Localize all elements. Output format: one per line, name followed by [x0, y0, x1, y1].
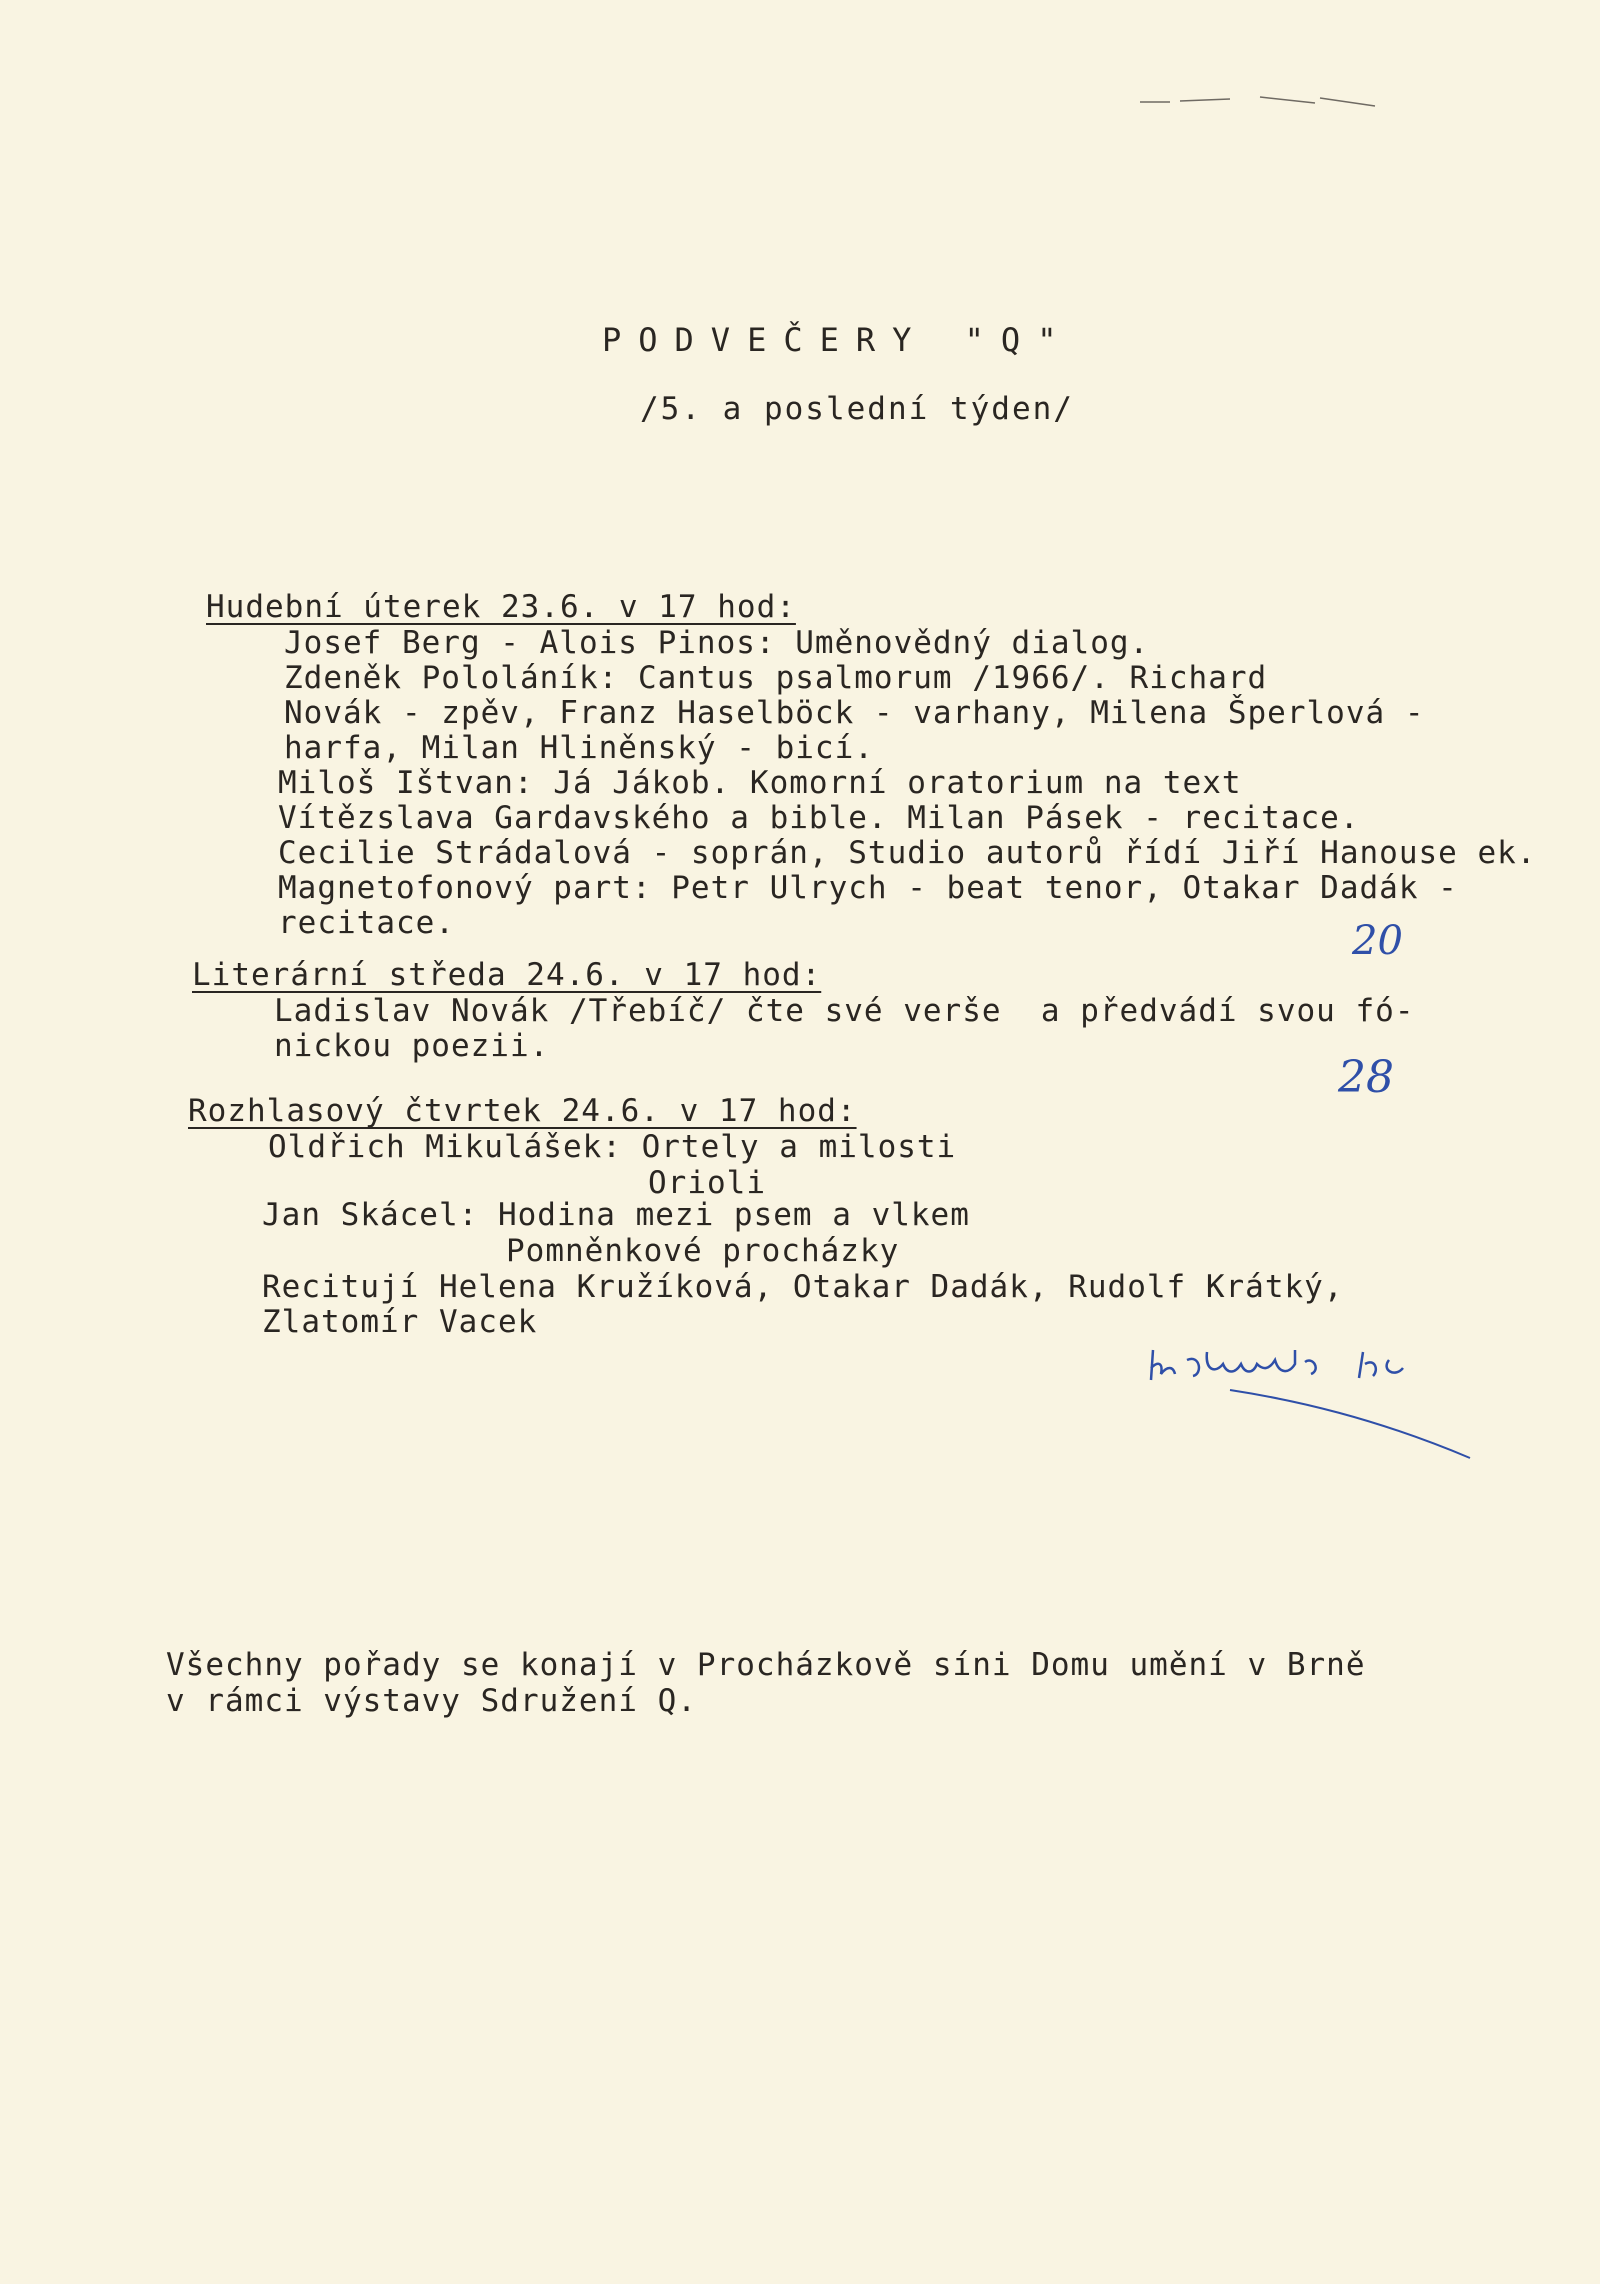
section-heading-thursday: Rozhlasový čtvrtek 24.6. v 17 hod: [188, 1093, 857, 1129]
section-heading-wednesday: Literární středa 24.6. v 17 hod: [192, 957, 822, 993]
program-line: Recitují Helena Kružíková, Otakar Dadák, Rudolf Krátký, [262, 1269, 1344, 1305]
program-line: Magnetofonový part: Petr Ulrych - beat tenor, Otakar Dadák - [278, 870, 1458, 906]
program-line: Josef Berg - Alois Pinos: Uměnovědný dialog. [284, 625, 1150, 661]
program-line: Zlatomír Vacek [262, 1304, 538, 1340]
program-line: recitace. [278, 905, 455, 941]
program-line: harfa, Milan Hliněnský - bicí. [284, 730, 874, 766]
program-line: Novák - zpěv, Franz Haselböck - varhany, Milena Šperlová - [284, 695, 1425, 731]
scratch-mark [1140, 92, 1380, 112]
program-line: Vítězslava Gardavského a bible. Milan Pásek - recitace. [278, 800, 1360, 836]
handwritten-note-20: 20 [1352, 918, 1403, 964]
program-line: Zdeněk Pololáník: Cantus psalmorum /1966/. Richard [284, 660, 1268, 696]
footer-line: v rámci výstavy Sdružení Q. [166, 1683, 697, 1719]
program-line: Jan Skácel: Hodina mezi psem a vlkem [262, 1197, 970, 1233]
page-title: PODVEČERY "Q" [602, 321, 1074, 359]
handwritten-note-28: 28 [1338, 1052, 1394, 1103]
program-line: Cecilie Strádalová - soprán, Studio autorů řídí Jiří Hanouse ek. [278, 835, 1537, 871]
program-line: Orioli [648, 1165, 766, 1201]
page-subtitle: /5. a poslední týden/ [640, 391, 1074, 427]
program-line: Ladislav Novák /Třebíč/ čte své verše a předvádí svou fó- [274, 993, 1415, 1029]
section-heading-tuesday: Hudební úterek 23.6. v 17 hod: [206, 589, 796, 625]
program-line: Pomněnkové procházky [506, 1233, 900, 1269]
program-line: Miloš Ištvan: Já Jákob. Komorní oratorium na text [278, 765, 1242, 801]
handwritten-signature [1145, 1330, 1475, 1480]
footer-line: Všechny pořady se konají v Procházkově síni Domu umění v Brně [166, 1647, 1366, 1683]
program-line: Oldřich Mikulášek: Ortely a milosti [268, 1129, 957, 1165]
program-line: nickou poezii. [274, 1028, 550, 1064]
